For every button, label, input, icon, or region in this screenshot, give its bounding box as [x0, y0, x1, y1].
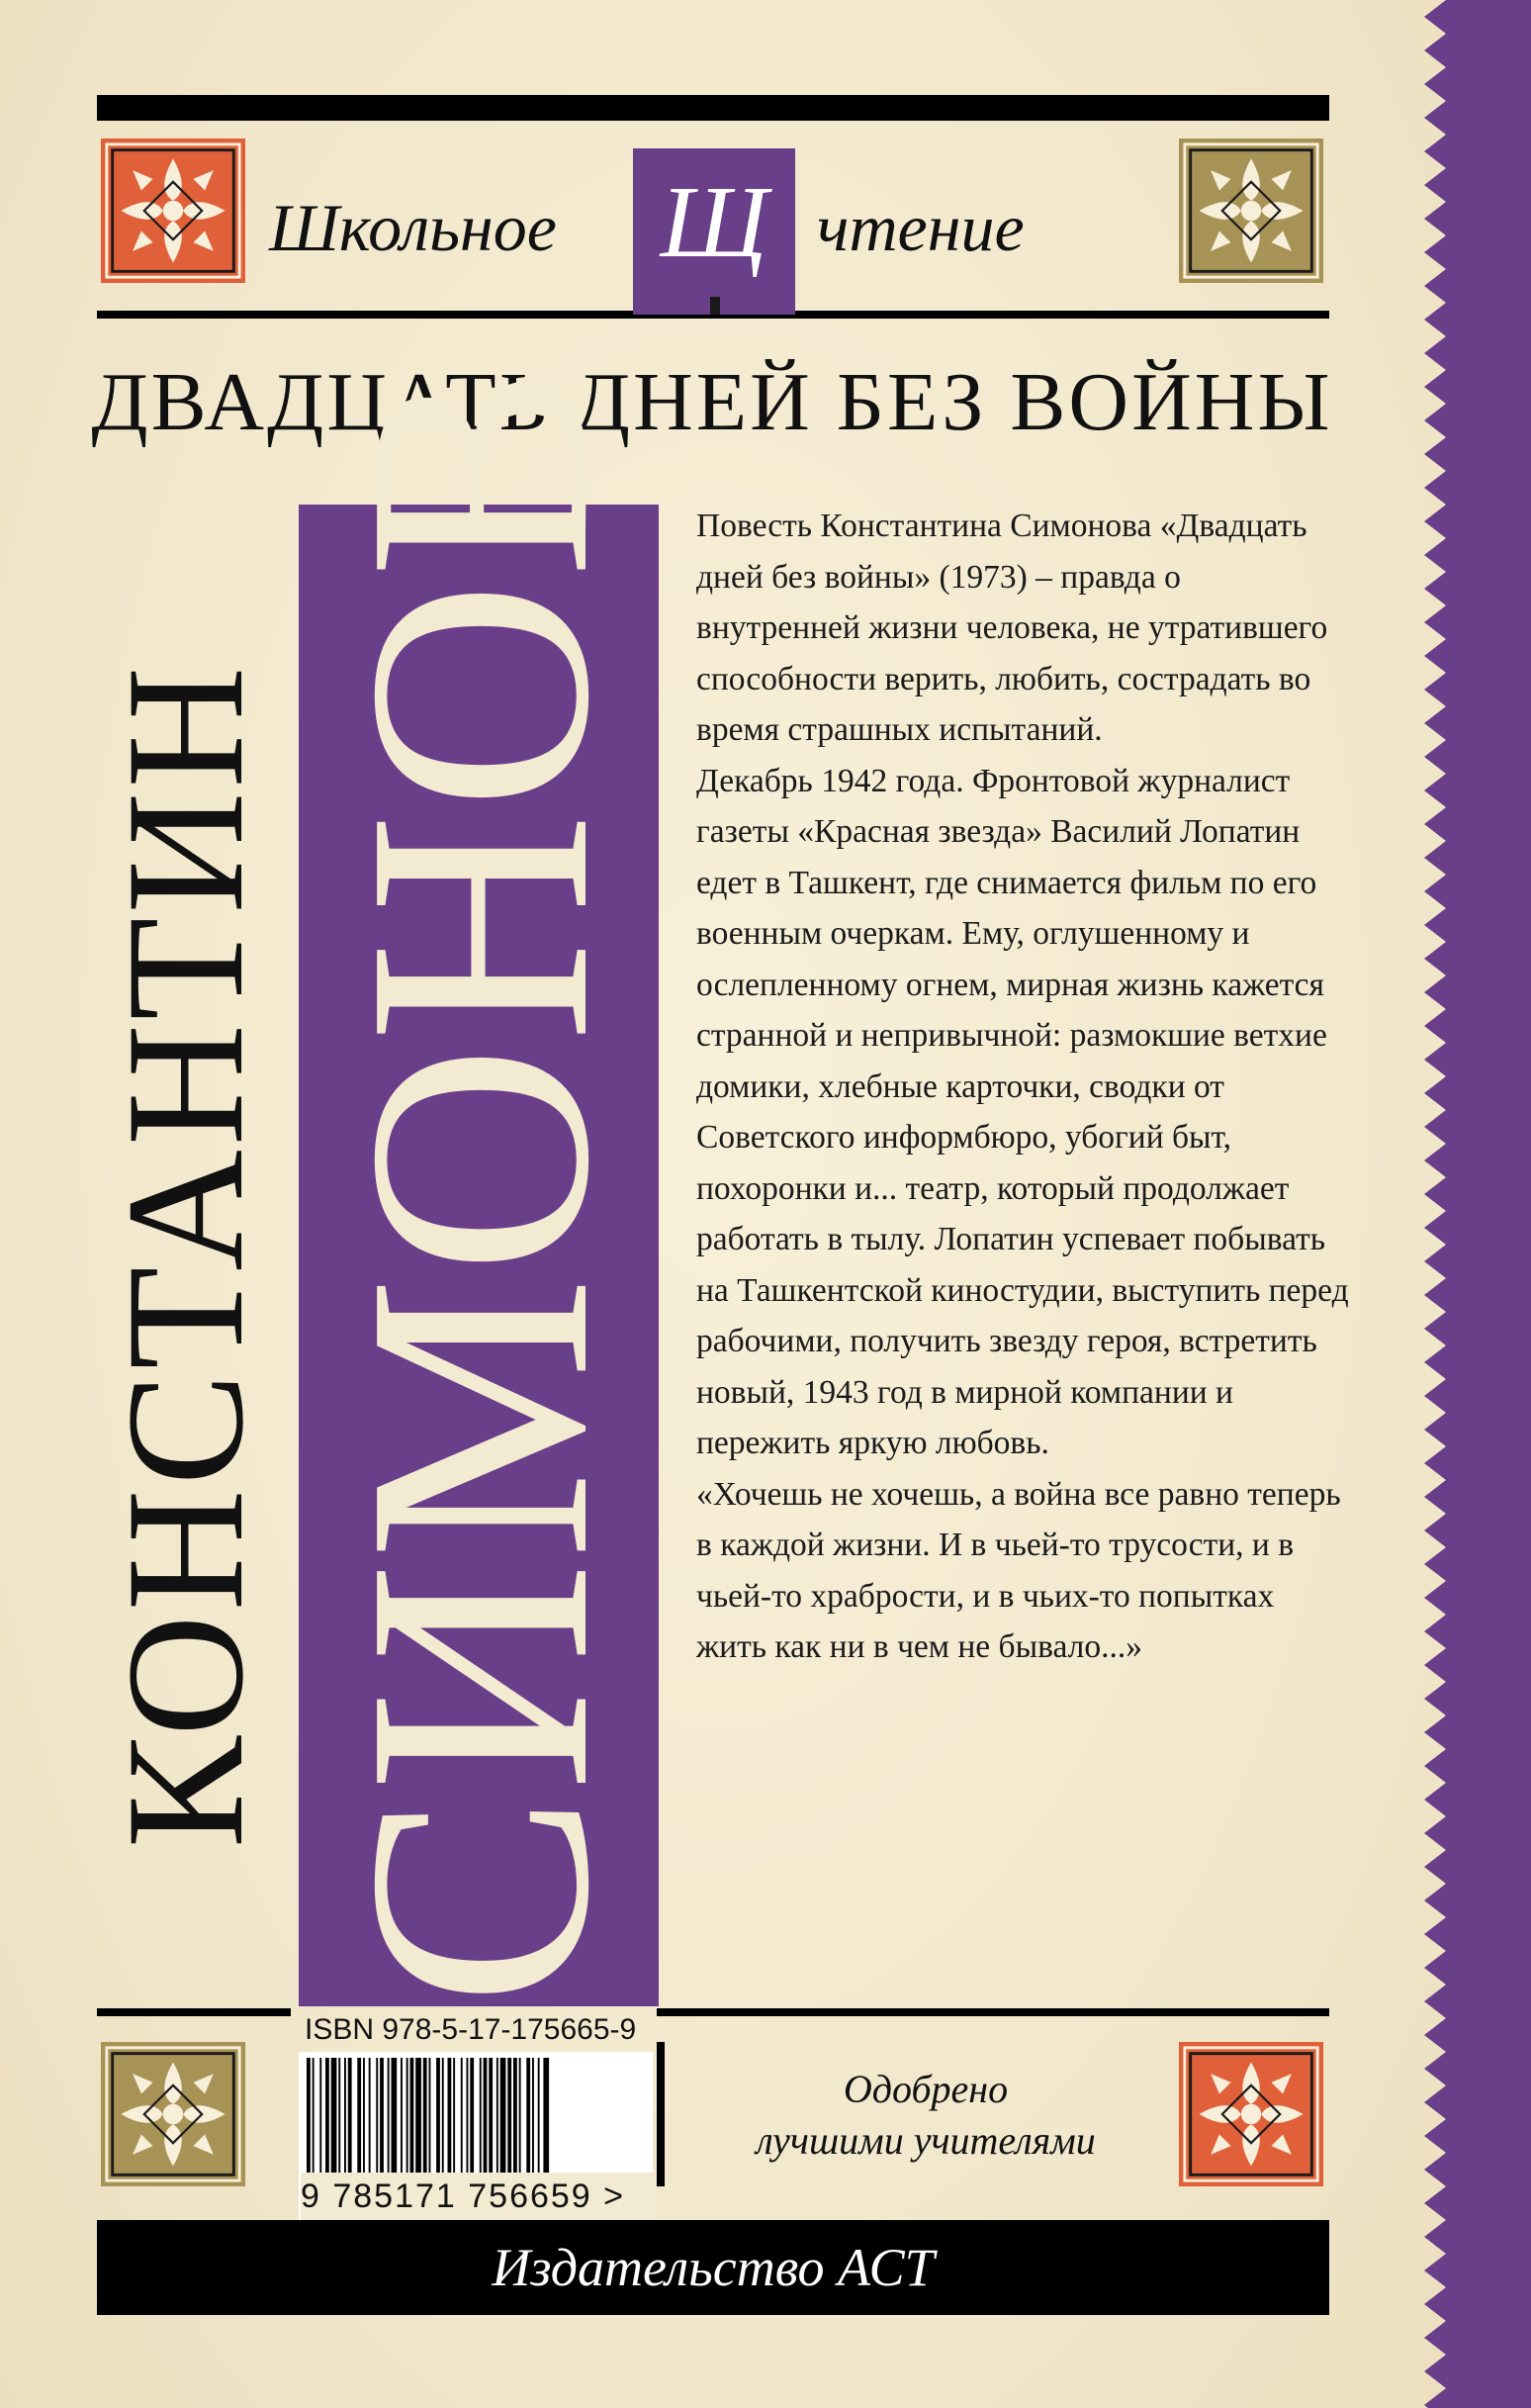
- publisher-bar: [97, 2220, 1329, 2315]
- publisher-name: Издательство АСТ: [492, 2238, 935, 2297]
- barcode-bar: [406, 2058, 408, 2175]
- barcode-bar: [484, 2058, 488, 2175]
- series-name-right: чтение: [817, 190, 1025, 265]
- barcode-bar: [369, 2058, 371, 2175]
- barcode-bar: [543, 2058, 549, 2175]
- barcode-bar: [410, 2058, 414, 2175]
- barcode-bar: [401, 2058, 403, 2175]
- annotation-paragraph: Повесть Константина Симонова «Двадцать дней без войны» (1973) – правда о внутренней жизни человека, не утратившего способности верить, любить, сострадать во время страшных испытаний.: [696, 508, 1328, 748]
- barcode-bar: [526, 2058, 530, 2175]
- ornament-bottom-left-icon: [101, 2042, 245, 2186]
- barcode-bar: [429, 2058, 431, 2175]
- purple-edge-strip: [1424, 0, 1531, 2408]
- barcode-bar: [338, 2058, 340, 2175]
- barcode-bar: [331, 2058, 337, 2175]
- barcode-bar: [307, 2058, 311, 2175]
- barcode-digits: 9 785171 756659 >: [301, 2173, 657, 2220]
- barcode-bar: [442, 2058, 444, 2175]
- ornament-top-right-icon: [1179, 139, 1323, 283]
- bottom-rule-left: [97, 2008, 291, 2016]
- author-last-name-box: [299, 363, 659, 2006]
- barcode-bar: [496, 2058, 498, 2175]
- author-last-name: СИМОНОВ: [302, 363, 655, 2006]
- barcode-bar: [470, 2058, 474, 2175]
- barcode-bar: [325, 2058, 329, 2175]
- barcode-bar: [500, 2058, 506, 2175]
- barcode-bar: [388, 2058, 390, 2175]
- series-logo: [633, 148, 795, 315]
- barcode-bar: [489, 2058, 493, 2175]
- top-rule-thick: [97, 95, 1329, 121]
- barcode-bar: [313, 2058, 315, 2175]
- barcode-bar: [357, 2058, 361, 2175]
- series-name-left: Школьное: [269, 190, 557, 265]
- barcode-bar: [344, 2058, 346, 2175]
- barcode-bar: [448, 2058, 452, 2175]
- barcode-bar: [538, 2058, 540, 2175]
- barcode-bar: [507, 2058, 511, 2175]
- barcode-bar: [319, 2058, 321, 2175]
- barcode-bar: [461, 2058, 463, 2175]
- barcode-bar: [480, 2058, 482, 2175]
- barcode-bar: [363, 2058, 365, 2175]
- annotation-paragraph: «Хочешь не хочешь, а война все равно теперь в каждой жизни. И в чьей-то трусости, и в чьей-то храбрости, и в чьих-то попытках жить как ни в чем не бывало...»: [696, 1475, 1341, 1665]
- barcode-bar: [467, 2058, 469, 2175]
- barcode-bar: [453, 2058, 455, 2175]
- barcode-bar: [519, 2058, 521, 2175]
- isbn-label: ISBN 978-5-17-175665-9: [305, 2013, 637, 2046]
- barcode-bar: [376, 2058, 378, 2175]
- barcode-bar: [436, 2058, 440, 2175]
- bottom-rule-right: [657, 2008, 1329, 2016]
- barcode-bar: [423, 2058, 427, 2175]
- author-first-name: КОНСТАНТИН: [92, 662, 278, 1849]
- approval-line-1: Одобрено: [843, 2067, 1009, 2111]
- barcode-bar: [380, 2058, 384, 2175]
- ornament-top-left-icon: [101, 139, 245, 283]
- approval-line-2: лучшими учителями: [756, 2118, 1096, 2163]
- logo-tail: [710, 297, 720, 315]
- barcode-bar: [513, 2058, 517, 2175]
- book-title: ДВАДЦАТЬ ДНЕЙ БЕЗ ВОЙНЫ: [91, 356, 1333, 448]
- book-annotation: [696, 501, 1349, 1673]
- series-logo-letters: Щ: [660, 165, 768, 279]
- barcode-bar: [348, 2058, 352, 2175]
- author-first-name-wrap: [91, 505, 279, 2006]
- ornament-bottom-right-icon: [1179, 2042, 1323, 2186]
- annotation-paragraph: Декабрь 1942 года. Фронтовой журналист газеты «Красная звезда» Василий Лопатин едет в Ташкент, где снимается фильм по его военным очеркам. Ему, оглушенному и ослепленному огнем, мирная жизнь кажется странной и непривычной: размокшие ветхие домики, хлебные карточки, сводки от Советского информбюро, убогий быт, похоронки и... театр, который продолжает работать в тылу. Лопатин успевает побывать на Ташкентской киностудии, выступить перед рабочими, получить звезду героя, встретить новый, 1943 год в мирной компании и пережить яркую любовь.: [696, 762, 1349, 1461]
- barcode-bar: [415, 2058, 421, 2175]
- barcode-bar: [532, 2058, 534, 2175]
- barcode-bar: [392, 2058, 398, 2175]
- vertical-divider: [657, 2042, 665, 2186]
